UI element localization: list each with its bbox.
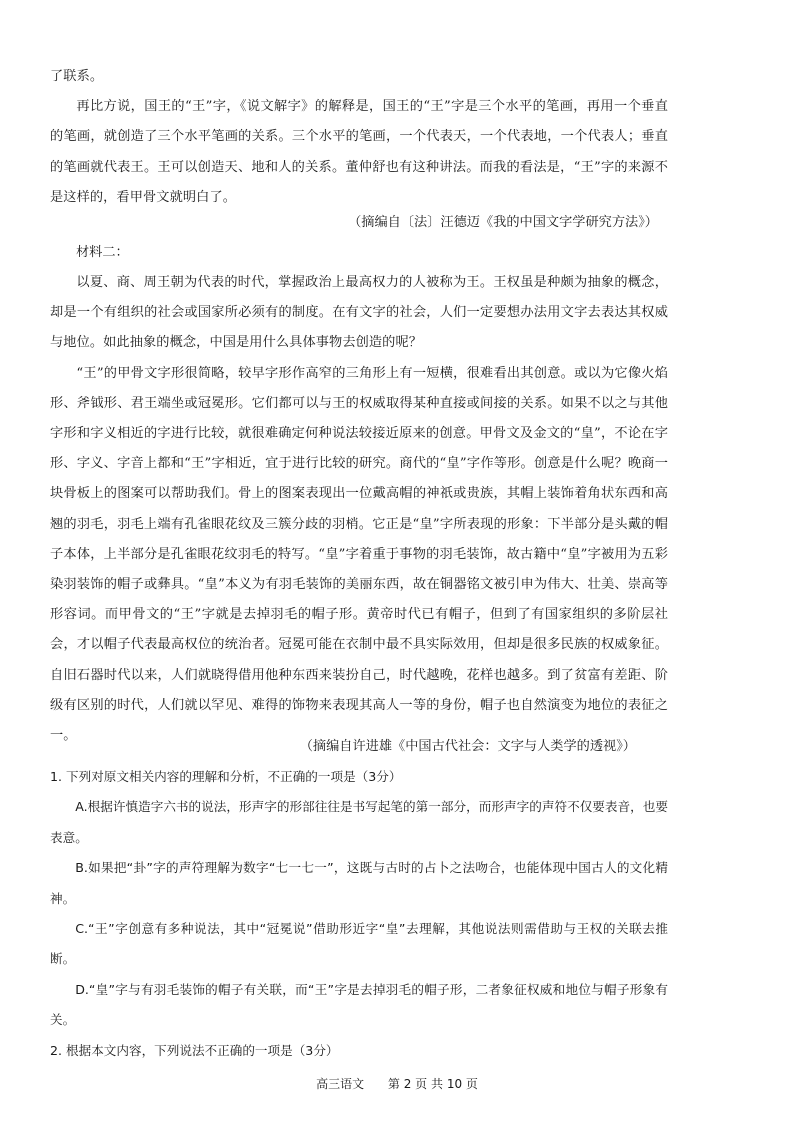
footer-page-info: 第 2 页 共 10 页 — [387, 1077, 478, 1091]
question-1-option-d: D.“皇”字与有羽毛装饰的帽子有关联，而“王”字是去掉羽毛的帽子形，二者象征权威和地位与帽子形象有关。 — [50, 981, 668, 1028]
footer-subject: 高三语文 — [316, 1077, 365, 1091]
material-two-paragraph: “王”的甲骨文字形很简略，较早字形作高窄的三角形上有一短横，很难看出其创意。或以为它像火焰形、斧钺形、君王端坐或冠冕形。它们都可以与王的权威取得某种直接或间接的关系。如果不以之与其他字形和字义相近的字进行比较，就很难确定何种说法较接近原来的创意。甲骨文及金文的“皇”，不论在字形、字义、字音上都和“王”字相近，宜于进行比较的研究。商代的“皇”字作等形。创意是什么呢？晚商一块骨板上的图案可以帮助我们。骨上的图案表现出一位戴高帽的神祇或贵族，其帽上装饰着角状东西和高翘的羽毛，羽毛上端有孔雀眼花纹及三簇分歧的羽梢。它正是“皇”字所表现的形象：下半部分是头戴的帽子本体，上半部分是孔雀眼花纹羽毛的特写。“皇”字着重于事物的羽毛装饰，故古籍中“皇”字被用为五彩染羽装饰的帽子或彝具。“皇”本义为有羽毛装饰的美丽东西，故在铜器铭文被引申为伟大、壮美、崇高等形容词。而甲骨文的“王”字就是去掉羽毛的帽子形。黄帝时代已有帽子，但到了有国家组织的多阶层社会，才以帽子代表最高权位的统治者。冠冕可能在衣制中最不具实际效用，但却是很多民族的权威象征。自旧石器时代以来，人们就晓得借用他种东西来装扮自己，时代越晚，花样也越多。到了贫富有差距、阶级有区别的时代，人们就以罕见、难得的饰物来表现其高人一等的身份，帽子也自然演变为地位的表征之一。 — [50, 365, 668, 744]
question-1-stem: 1. 下列对原文相关内容的理解和分析，不正确的一项是（3分） — [50, 769, 402, 784]
material-two-citation: （摘编自许进雄《中国古代社会：文字与人类学的透视》） — [299, 739, 636, 754]
question-1-option-b: B.如果把“卦”字的声符理解为数字“七一七一”，这既与古时的占卜之法吻合，也能体现中国古人的文化精神。 — [50, 860, 668, 906]
material-one-text — [50, 62, 668, 213]
continuation-line: 了联系。 — [50, 69, 104, 84]
material-two-paragraph: 以夏、商、周王朝为代表的时代，掌握政治上最高权力的人被称为王。王权虽是种颇为抽象的概念，却是一个有组织的社会或国家所必须有的制度。在有文字的社会，人们一定要想办法用文字去表达其权威与地位。如此抽象的概念，中国是用什么具体事物去创造的呢？ — [50, 275, 668, 351]
question-1-option-c: C.“王”字创意有多种说法，其中“冠冕说”借助形近字“皇”去理解，其他说法则需借助与王权的关联去推断。 — [50, 921, 668, 967]
material-one-paragraph: 再比方说，国王的“王”字，《说文解字》的解释是，国王的“王”字是三个水平的笔画，再用一个垂直的笔画，就创造了三个水平笔画的关系。三个水平的笔画，一个代表天，一个代表地，一个代表人；垂直的笔画就代表王。王可以创造天、地和人的关系。董仲舒也有这种讲法。而我的看法是，“王”字的来源不是这样的，看甲骨文就明白了。 — [50, 99, 668, 205]
material-two-text — [50, 268, 668, 751]
page-footer — [0, 1074, 794, 1094]
question-2-stem: 2. 根据本文内容，下列说法不正确的一项是（3分） — [50, 1042, 339, 1058]
questions-section — [50, 762, 668, 1066]
material-two-heading: 材料二： — [76, 245, 129, 260]
material-one-citation: （摘编自〔法〕汪德迈《我的中国文字学研究方法》） — [348, 215, 658, 230]
question-1-option-a: A.根据许慎造字六书的说法，形声字的形部往往是书写起笔的第一部分，而形声字的声符不仅要表音，也要表意。 — [50, 799, 668, 845]
